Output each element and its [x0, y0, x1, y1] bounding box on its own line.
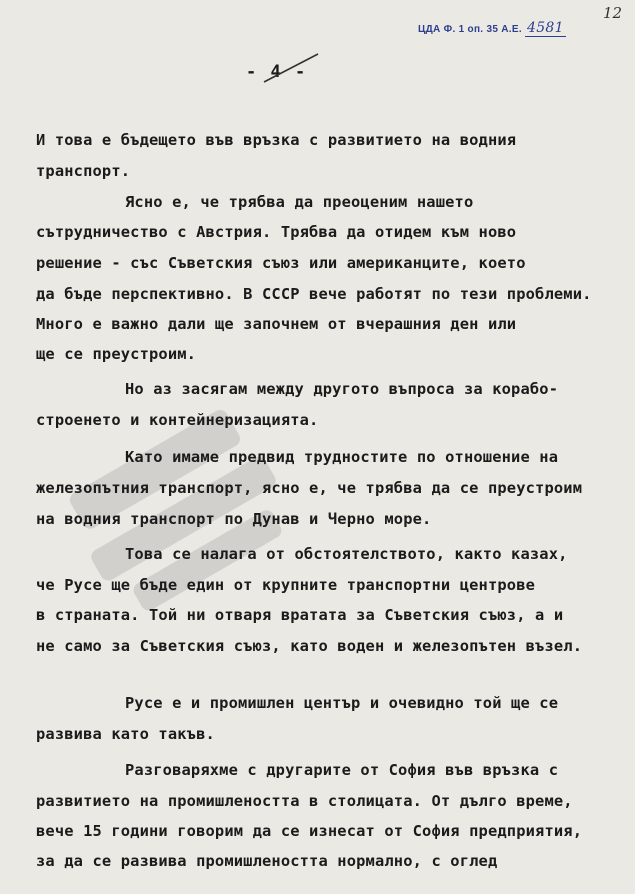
text-line: за да се развива промишлеността нормално, с оглед	[36, 852, 498, 870]
text-line: строенето и контейнеризацията.	[36, 411, 319, 429]
archive-reference: ЦДА Ф. 1 оп. 35 А.Е.	[418, 24, 522, 35]
text-line: в страната. Той ни отваря вратата за Съветския съюз, а и	[36, 606, 564, 624]
text-line: Много е важно дали ще започнем от вчерашния ден или	[36, 315, 517, 333]
text-line: Ясно е, че трябва да преоценим нашето	[125, 193, 474, 211]
text-line: ще се преустроим.	[36, 345, 197, 363]
text-line: не само за Съветския съюз, като воден и железопътен възел.	[36, 637, 583, 655]
text-line: че Русе ще бъде един от крупните транспортни центрове	[36, 576, 536, 594]
text-line: железопътния транспорт, ясно е, че трябва да се преустроим	[36, 479, 583, 497]
text-line: решение - със Съветския съюз или американците, което	[36, 254, 526, 272]
text-line: Но аз засягам между другото въпроса за корабо-	[125, 380, 559, 398]
text-line: транспорт.	[36, 162, 131, 180]
text-line: сътрудничество с Австрия. Трябва да отидем към ново	[36, 223, 517, 241]
archive-stamp	[418, 20, 566, 36]
text-line: развива като такъв.	[36, 725, 215, 743]
text-line: на водния транспорт по Дунав и Черно море.	[36, 510, 432, 528]
text-line: вече 15 години говорим да се изнесат от София предприятия,	[36, 822, 583, 840]
text-line: Русе е и промишлен център и очевидно той ще се	[125, 694, 559, 712]
text-line: Разговаряхме с другарите от София във връзка с	[125, 761, 559, 779]
text-line: Това се налага от обстоятелството, както казах,	[125, 545, 568, 563]
text-line: И това е бъдещето във връзка с развитието на водния	[36, 131, 517, 149]
text-line: Като имаме предвид трудностите по отношение на	[125, 448, 559, 466]
pen-strike-mark	[254, 48, 326, 88]
text-line: развитието на промишлеността в столицата. От дълго време,	[36, 792, 573, 810]
corner-page-number: 12	[603, 4, 623, 22]
page-number: - 4 -	[246, 62, 308, 82]
text-line: да бъде перспективно. В СССР вече работят по тези проблеми.	[36, 285, 592, 303]
archive-unit-number: 4581	[527, 20, 564, 36]
